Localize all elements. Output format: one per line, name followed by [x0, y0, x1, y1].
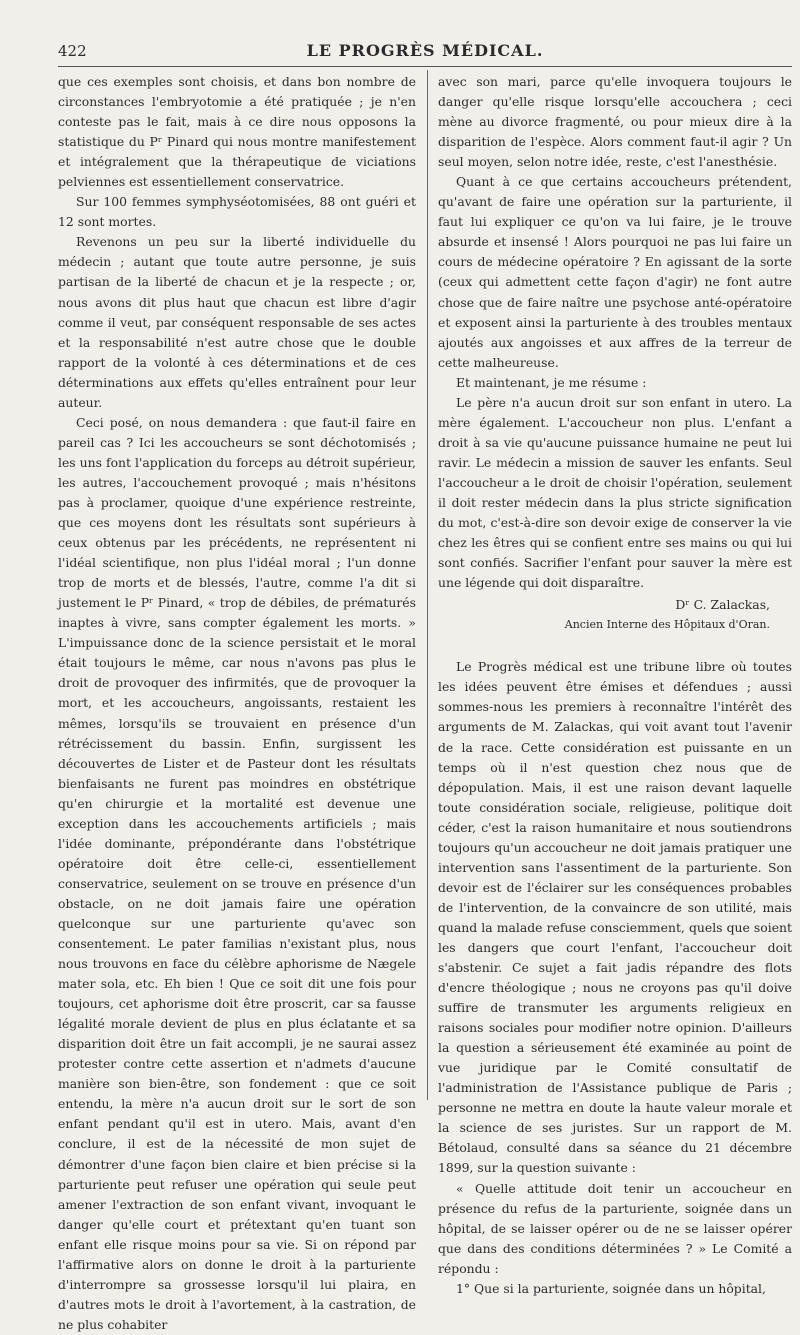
page-header — [58, 38, 792, 62]
paragraph: Ceci posé, on nous demandera : que faut-il faire en pareil cas ? Ici les accoucheurs se sont déchotomisés ; les uns font l'application du forceps au détroit supérieur, les autres, l'accouchement provoqué ; mais n'hésitons pas à proclamer, quoique d'une expérience restreinte, que ces moyens dont les résultats sont supérieurs à ceux obtenus par les précédents, ne représentent ni l'idéal scientifique, non plus l'idéal moral ; l'un donne trop de morts et de blessés, l'autre, comme l'a dit si justement le Pʳ Pinard, « trop de débiles, de prématurés inaptes à vivre, sans compter également les morts. » L'impuissance donc de la science persistait et le moral était toujours le même, car nous n'avons pas plus le droit de provoquer des infirmités, que de provoquer la mort, et les accoucheurs, angoissants, restaient les mêmes, lorsqu'ils se trouvaient en présence d'un rétrécissement du bassin. Enfin, surgissent les découvertes de Lister et de Pasteur dont les résultats bienfaisants ne furent pas moindres en obstétrique qu'en chirurgie et la mortalité est devenue une exception dans les accouchements artificiels ; mais l'idée dominante, prépondérante dans l'obstétrique opératoire doit être celle-ci, essentiellement conservatrice, seulement on se trouve en présence d'un obstacle, on ne doit jamais faire une opération quelconque sur une parturiente qu'avec son consentement. Le pater familias n'existant plus, nous nous trouvons en face du célèbre aphorisme de Nægele mater sola, etc. Eh bien ! Que ce soit dit une fois pour toujours, cet aphorisme doit être proscrit, car sa fausse légalité morale devient de plus en plus éclatante et sa disparition doit être un fait accompli, je ne saurai assez protester contre cette assertion et n'admets d'aucune manière son bien-être, son fondement : que ce soit entendu, la mère n'a aucun droit sur le sort de son enfant pendant qu'il est in utero. Mais, avant d'en conclure, il est de la nécessité de mon sujet de démontrer d'une façon bien claire et bien précise si la parturiente peut refuser une opération qui seule peut amener l'extraction de son enfant vivant, invoquant le danger qu'elle court et prétextant qu'en tuant son enfant elle risque moins pour sa vie. Si on répond par l'affirmative alors on donne le droit à la parturiente d'interrompre sa grossesse lorsqu'il lui plaira, en d'autres mots le droit à l'avortement, à la castration, de ne plus cohabiter — [58, 414, 416, 1332]
author-affiliation: Ancien Interne des Hôpitaux d'Oran. — [564, 618, 770, 632]
column-divider — [427, 70, 428, 1100]
paragraph: avec son mari, parce qu'elle invoquera toujours le danger qu'elle risque lorsqu'elle accouchera ; ceci mène au divorce fragmenté, ou pour mieux dire à la disparition de l'espèce. Alors comment faut-il agir ? Un seul moyen, selon notre idée, reste, c'est l'anesthésie. — [438, 74, 792, 170]
journal-title: LE PROGRÈS MÉDICAL. — [306, 41, 544, 60]
left-column — [58, 72, 416, 1335]
page-number: 422 — [58, 42, 87, 60]
paragraph: Revenons un peu sur la liberté individuelle du médecin ; autant que toute autre personne, je suis partisan de la liberté de chacun et je la respecte ; or, nous avons dit plus haut que chacun est libre d'agir comme il veut, par conséquent responsable de ses actes et la responsabilité n'est autre chose que le double rapport de la volonté à ces déterminations et de ces déterminations aux effets qu'elles entraînent pour leur auteur. — [58, 234, 416, 410]
paragraph: Le père n'a aucun droit sur son enfant in utero. La mère également. L'accoucheur non plus. L'enfant a droit à sa vie qu'aucune puissance humaine ne peut lui ravir. Le médecin a mission de sauver les enfants. Seul l'accoucheur a le droit de choisir l'opération, seulement il doit rester médecin dans la plus stricte signification du mot, c'est-à-dire son devoir exige de conserver la vie chez les êtres qui se confient entre ses mains ou qui lui sont confiés. Sacrifier l'enfant pour sauver la mère est une légende qui doit disparaître. — [438, 394, 792, 591]
right-column — [438, 72, 792, 1299]
paragraph: Le Progrès médical est une tribune libre où toutes les idées peuvent être émises et défendues ; aussi sommes-nous les premiers à reconnaître l'intérêt des arguments de M. Zalackas, qui voit avant tout l'avenir de la race. Cette considération est puissante en un temps où il n'est question chez nous que de dépopulation. Mais, il est une raison devant laquelle toute considération sociale, religieuse, politique doit céder, c'est la raison humanitaire et nous soutiendrons toujours qu'un accoucheur ne doit jamais pratiquer une intervention sans l'assentiment de la parturiente. Son devoir est de l'éclairer sur les conséquences probables de l'intervention, de la convaincre de son utilité, mais quand la malade refuse consciemment, quels que soient les dangers que court l'enfant, l'accoucheur doit s'abstenir. Ce sujet a fait jadis répandre des flots d'encre théologique ; nous ne croyons pas qu'il doive suffire de transmuter les arguments religieux en raisons sociales pour modifier notre opinion. D'ailleurs la question a sérieusement été examinée au point de vue juridique par le Comité consultatif de l'administration de l'Assistance publique de Paris ; personne ne mettra en doute la haute valeur morale et la science de ses juristes. Sur un rapport de M. Bétolaud, consulté dans sa séance du 21 décembre 1899, sur la question suivante : — [438, 659, 792, 1176]
paragraph: « Quelle attitude doit tenir un accoucheur en présence du refus de la parturiente, soignée dans un hôpital, de se laisser opérer ou de ne se laisser opérer que dans des conditions déterminées ? » Le Comité a répondu : — [438, 1180, 792, 1276]
paragraph: Quant à ce que certains accoucheurs prétendent, qu'avant de faire une opération sur la parturiente, il faut lui expliquer ce qu'on va lui faire, je le trouve absurde et insensé ! Alors pourquoi ne pas lui faire un cours de médecine opératoire ? En agissant de la sorte (ceux qui admettent cette façon d'agir) ne font autre chose que de faire naître une psychose anté-opératoire et exposent ainsi la parturiente à des troubles mentaux ajoutés aux angoisses et aux affres de la terreur de cette malheureuse. — [438, 174, 792, 370]
paragraph: que ces exemples sont choisis, et dans bon nombre de circonstances l'embryotomie a été pratiquée ; je n'en conteste pas le fait, mais à ce dire nous opposons la statistique du Pʳ Pinard qui nous montre manifestement et intégralement que la thérapeutique de viciations pelviennes est essentiellement conservatrice. — [58, 74, 416, 190]
paragraph: Et maintenant, je me résume : — [456, 374, 647, 390]
paragraph: Sur 100 femmes symphyséotomisées, 88 ont guéri et 12 sont mortes. — [58, 194, 416, 230]
author-signature: Dʳ C. Zalackas, — [675, 597, 770, 613]
paragraph: 1° Que si la parturiente, soignée dans un hôpital, — [456, 1280, 766, 1296]
header-rule — [58, 66, 792, 67]
